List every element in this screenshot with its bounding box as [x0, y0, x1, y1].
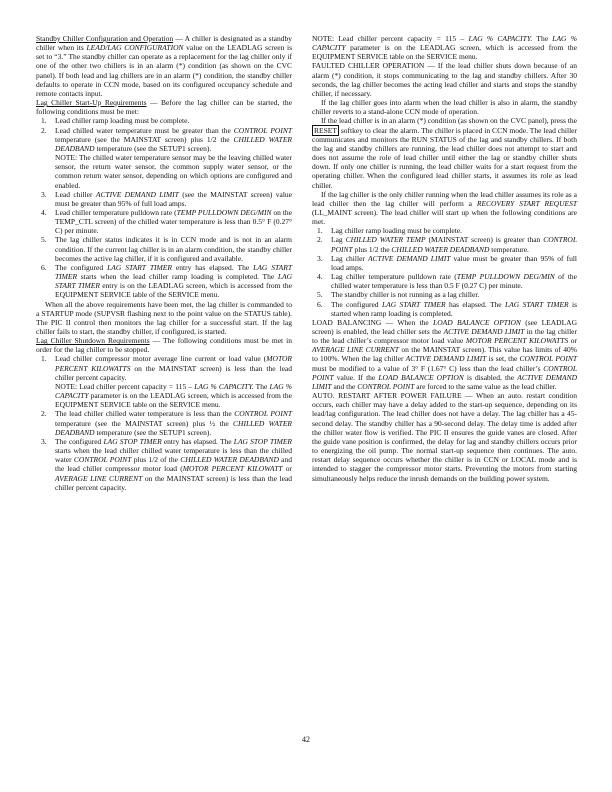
list-item-number: 6. [41, 262, 47, 272]
parameter-name: ACTIVE DEMAND LIMIT [405, 354, 487, 364]
list-item-number: 3. [41, 189, 47, 199]
text-run: (LL_MAINT screen). The lead chiller will start up when the following conditions are met. [312, 207, 577, 227]
text-run: NOTE: Lead chiller percent capacity = 115 – [55, 381, 195, 391]
list-item-number: 3. [317, 253, 323, 263]
text-run: is set, the [486, 354, 520, 364]
page-number: 42 [302, 735, 310, 744]
parameter-name: CHILLED WATER TEMP [345, 235, 426, 245]
list-item [312, 300, 577, 318]
parameter-name: CONTROL POINT [519, 354, 578, 364]
list-item [36, 235, 292, 262]
parameter-name: LOAD BALANCE OPTION [378, 372, 464, 382]
text-run: When all the above requirements have been met, the lag chiller is commanded to a STARTUP mode (SUPVSR flashing next to the point value on the STATUS table). The PIC II control then monitors the lag chiller for a successful start. If the lag chiller fails to start, the standby chiller, if configured, is started. [36, 299, 292, 336]
text-run: temperature. [489, 244, 529, 254]
parameter-name: LAG START TIMER [107, 262, 172, 272]
text-run: The configured [55, 262, 108, 272]
text-run: (MAINSTAT screen) is greater than [425, 235, 544, 245]
parameter-name: TEMP PULLDOWN DEG/MIN [456, 272, 555, 282]
list-item [36, 190, 292, 208]
text-run: Lead chilled water temperature must be greater than the [55, 125, 234, 135]
text-run: (see the MAINSTAT screen) value must be greater than 95% of full load amps. [55, 189, 292, 208]
parameter-name: CHILLED WATER DEADBAND [391, 244, 490, 254]
list-item [312, 254, 577, 272]
note-paragraph [36, 382, 292, 409]
parameter-name: CONTROL POINT [312, 363, 577, 382]
text-run: — The following conditions must be met in order for the lag chiller to be stopped. [36, 336, 292, 355]
parameter-name: CHILLED WATER DEADBAND [55, 418, 293, 437]
parameter-name: LAG % CAPACITY [55, 381, 292, 401]
numbered-list [36, 190, 292, 300]
text-run: — Before the lag chiller can be started, the following conditions must be met: [36, 98, 293, 117]
text-run: The configured [55, 436, 104, 446]
parameter-name: CONTROL POINT [234, 409, 293, 419]
text-run: AUTO. RESTART AFTER POWER FAILURE — When an auto. restart condition occurs, each chiller may have a delay added to the start-up sequence, depending on its lead/lag configuration. The lead chiller does not have a delay. The lag chiller has a 45-second delay. The standby chiller has a 90-second delay. The delay time is added after the chiller water flow is verified. The PIC II ensures the guide vanes are closed. After the guide vane position is confirmed, the delay for lag and standby chillers occurs prior to energizing the oil pump. The normal start-up sequence then continues. The auto. restart delay sequence occurs whether the chiller is in CCN or LOCAL mode and is intended to stagger the compressor motor starts. Preventing the motors from starting simultaneously helps reduce the inrush demands on the building power system. [312, 391, 577, 483]
numbered-list [36, 116, 292, 153]
paragraph [312, 116, 577, 189]
text-run: NOTE: Lead chiller percent capacity = 115 – [312, 34, 469, 43]
text-run: Lead chiller ramp loading must be complete. [55, 116, 190, 126]
text-run: or [282, 464, 292, 474]
parameter-name: LAG % CAPACITY. [194, 381, 254, 391]
list-item-number: 1. [41, 116, 47, 126]
text-run: If the lag chiller goes into alarm when the lead chiller is also in alarm, the standby chiller reverts to a stand-alone CCN mode of operation. [312, 98, 577, 117]
text-run: plus 1/2 the [352, 244, 392, 254]
text-run: If the lag chiller is the only chiller running when the lead chiller assumes its role as a lead chiller then the lag chiller will perform a [312, 189, 577, 208]
parameter-name: TEMP PULLDOWN DEG/MIN [176, 207, 272, 217]
paragraph [312, 391, 577, 483]
text-run: — A chiller is designated as a standby chiller when its [36, 34, 293, 53]
list-item-number: 3. [41, 436, 47, 446]
text-run: The configured [331, 299, 382, 309]
parameter-name: LAG STOP TIMER [103, 436, 162, 446]
section-heading: Standby Chiller Configuration and Operation [36, 34, 174, 43]
parameter-name: AVERAGE LINE CURRENT [55, 473, 143, 483]
numbered-list [36, 409, 292, 491]
list-item-number: 1. [41, 354, 47, 364]
list-item [312, 235, 577, 253]
text-run: Lag chiller temperature pulldown rate ( [331, 272, 457, 282]
parameter-name: LAG START TIMER [505, 299, 569, 309]
parameter-name: CHILLED WATER DEADBAND [55, 134, 292, 153]
text-run: entry is on the LEADLAG screen, which is accessed from the EQUIPMENT SERVICE table of the SERVICE menu. [55, 281, 292, 300]
text-run: value must be greater than 95% of full load amps. [331, 253, 578, 272]
text-run: parameter is on the LEADLAG screen, which is accessed from the EQUIPMENT SERVICE table on the SERVICE menu. [312, 43, 577, 62]
parameter-name: ACTIVE DEMAND LIMIT [95, 189, 179, 199]
text-run: temperature (see the MAINSTAT screen) plus ½ the [55, 418, 234, 428]
parameter-name: LAG % CAPACITY. [468, 34, 533, 43]
list-item [36, 409, 292, 436]
parameter-name: RECOVERY START REQUEST [476, 198, 578, 208]
parameter-name: ACTIVE DEMAND LIMIT [312, 372, 577, 391]
text-run: Lag chiller ramp loading must be complete. [331, 226, 463, 236]
parameter-name: MOTOR PERCENT KILOWATTS [465, 336, 569, 346]
text-run: is disabled, the [463, 372, 518, 382]
list-item [312, 272, 577, 290]
text-run: (see LEADLAG screen) is enabled, the lead chiller sets the [312, 317, 578, 336]
numbered-list [36, 354, 292, 381]
text-run: must be modified to a value of 3° F (1.67° C) less than the lead chiller’s [312, 363, 544, 373]
text-run: The lead chiller chilled water temperature is less than the [55, 409, 235, 419]
text-run: Lag [331, 235, 346, 245]
text-run: on the MAINSTAT screen) is less than the lead chiller percent capacity. [55, 473, 292, 492]
text-run: of the chilled water temperature is less than 0.5 F (0.27 C) per minute. [331, 272, 577, 291]
text-run: temperature (see the SETUP1 screen). [94, 427, 212, 437]
text-run: NOTE: The chilled water temperature sensor may be the leaving chilled water sensor, the return water sensor, the common supply water sensor, or the common return water sensor, depending on which options are configured and enabled. [55, 153, 292, 190]
parameter-name: ACTIVE DEMAND LIMIT [443, 327, 525, 336]
list-item-number: 5. [317, 290, 323, 300]
text-run: Lag chiller [331, 253, 368, 263]
softkey-label: RESET [314, 125, 337, 135]
list-item-number: 2. [41, 125, 47, 135]
text-run: The lag chiller status indicates it is in CCN mode and is not in an alarm condition. If the current lag chiller is in an alarm condition, the standby chiller becomes the active lag chiller, if it is configured and available. [55, 235, 292, 263]
list-item [36, 126, 292, 153]
paragraph [312, 61, 577, 98]
parameter-name: ACTIVE DEMAND LIMIT [367, 253, 451, 263]
text-run: Lead chiller [55, 189, 96, 199]
text-run: LOAD BALANCING — When the [312, 317, 434, 327]
section-heading: Lag Chiller Start-Up Requirements [36, 98, 147, 108]
paragraph [312, 190, 577, 227]
list-item [312, 290, 577, 299]
paragraph [36, 336, 292, 354]
text-run: Lead chiller temperature pulldown rate ( [55, 207, 177, 217]
text-run: The standby chiller is not running as a lag chiller. [331, 290, 480, 300]
text-run: and the lead chiller compressor motor load ( [55, 455, 292, 474]
parameter-name: MOTOR PERCENT KILOWATT [182, 464, 283, 474]
paragraph [312, 34, 577, 61]
numbered-list [312, 226, 577, 318]
paragraph [36, 98, 292, 116]
parameter-name: LAG START TIMER [381, 299, 446, 309]
list-item-number: 4. [317, 272, 323, 282]
parameter-name: LAG START TIMER [55, 262, 293, 282]
list-item [36, 437, 292, 492]
right-column [312, 34, 577, 483]
list-item [312, 226, 577, 235]
list-item-number: 2. [317, 235, 323, 245]
text-run: starts when the lead chiller chilled water temperature is less than the chilled water [55, 446, 292, 465]
text-run: parameter is on the LEADLAG screen, which is accessed from the EQUIPMENT SERVICE table on the SERVICE menu. [55, 391, 292, 410]
text-run: starts when the lead chiller ramp loading is completed. The [77, 272, 278, 282]
list-item-number: 5. [41, 235, 47, 245]
parameter-name: LAG STOP TIMER [233, 436, 292, 446]
text-run: on the MAINSTAT screen) is less than the lead chiller percent capacity. [55, 363, 292, 382]
text-run: on the MAINSTAT screen). This value has limits of 40% to 100%. When the lag chiller [312, 345, 577, 364]
parameter-name: LAG % CAPACITY [312, 34, 577, 53]
text-run: softkey to clear the alarm. The chiller is placed in CCN mode. The lead chiller communicates and monitors the RUN STATUS of the lag and standby chillers. If both the lag and standby chillers are running, the lead chiller does not attempt to start and does not assume the role of lead chiller until either the lag or standby chiller shuts down. If only one chiller is running, the lead chiller waits for a start request from the operating chiller. When the configured lead chiller starts, it assumes its role as lead chiller. [312, 125, 577, 190]
text-run: on the TEMP_CTL screen) of the chilled water temperature is less than 0.5° F (0.27° C) per minute. [55, 207, 292, 236]
text-run: If the lead chiller is in an alarm (*) condition (as shown on the CVC panel), press the [321, 116, 577, 126]
section-heading: Lag Chiller Shutdown Requirements [36, 336, 150, 346]
text-run: value. If the [333, 372, 379, 382]
parameter-name: CHILLED WATER DEADBAND [180, 455, 279, 465]
list-item-number: 2. [41, 409, 47, 419]
parameter-name: CONTROL POINT [357, 381, 415, 391]
parameter-name: CONTROL POINT [233, 125, 293, 135]
paragraph [312, 98, 577, 116]
text-run: FAULTED CHILLER OPERATION — If the lead chiller shuts down because of an alarm (*) condition, it stops communicating to the lag and standby chillers. After 30 seconds, the lag chiller becomes the acting lead chiller and starts and stops the standby chiller, if necessary. [312, 61, 577, 98]
list-item-number: 1. [317, 226, 323, 236]
parameter-name: MOTOR PERCENT KILOWATTS [55, 354, 292, 373]
parameter-name: CONTROL POINT [331, 235, 577, 254]
paragraph [36, 300, 292, 337]
text-run: in the lag chiller to the lead chiller’s compressor motor load value [312, 327, 577, 346]
paragraph [312, 318, 577, 391]
text-run: entry has elapsed. The [171, 262, 254, 272]
text-run: temperature (see the SETUP1 screen). [94, 143, 212, 153]
text-run: temperature (see the MAINSTAT screen) plus 1/2 the [55, 134, 234, 144]
parameter-name: LEAD/LAG CONFIGURATION [86, 43, 184, 53]
text-run: has elapsed. The [445, 299, 506, 309]
text-run: The [532, 34, 553, 43]
text-run: The [253, 381, 270, 391]
note-paragraph [36, 153, 292, 190]
text-run: are forced to the same value as the lead chiller. [414, 381, 557, 391]
text-run: or [568, 336, 577, 346]
list-item-number: 6. [317, 299, 323, 309]
text-run: is started when ramp loading is completed. [331, 299, 578, 318]
left-column [36, 34, 292, 492]
parameter-name: LAG START TIMER [55, 272, 292, 291]
list-item [36, 116, 292, 125]
parameter-name: LOAD BALANCE OPTION [433, 317, 521, 327]
text-run: Lead chiller compressor motor average line current or load value ( [55, 354, 267, 364]
parameter-name: AVERAGE LINE CURRENT [312, 345, 399, 355]
list-item [36, 208, 292, 235]
text-run: plus 1/2 of the [131, 455, 181, 465]
text-run: value on the LEADLAG screen is set to “3.” The standby chiller can operate as a replacement for the lag chiller only if one of the other two chillers is in an alarm (*) condition (as shown on the CVC panel). If both lead and lag chillers are in an alarm (*) condition, the standby chiller defaults to operate in CCN mode, based on its configured occupancy schedule and remote contacts input. [36, 43, 292, 98]
parameter-name: CONTROL POINT [73, 455, 132, 465]
list-item [36, 263, 292, 300]
paragraph [36, 34, 292, 98]
text-run: entry has elapsed. The [161, 436, 234, 446]
list-item [36, 354, 292, 381]
text-run: and the [331, 381, 358, 391]
list-item-number: 4. [41, 207, 47, 217]
